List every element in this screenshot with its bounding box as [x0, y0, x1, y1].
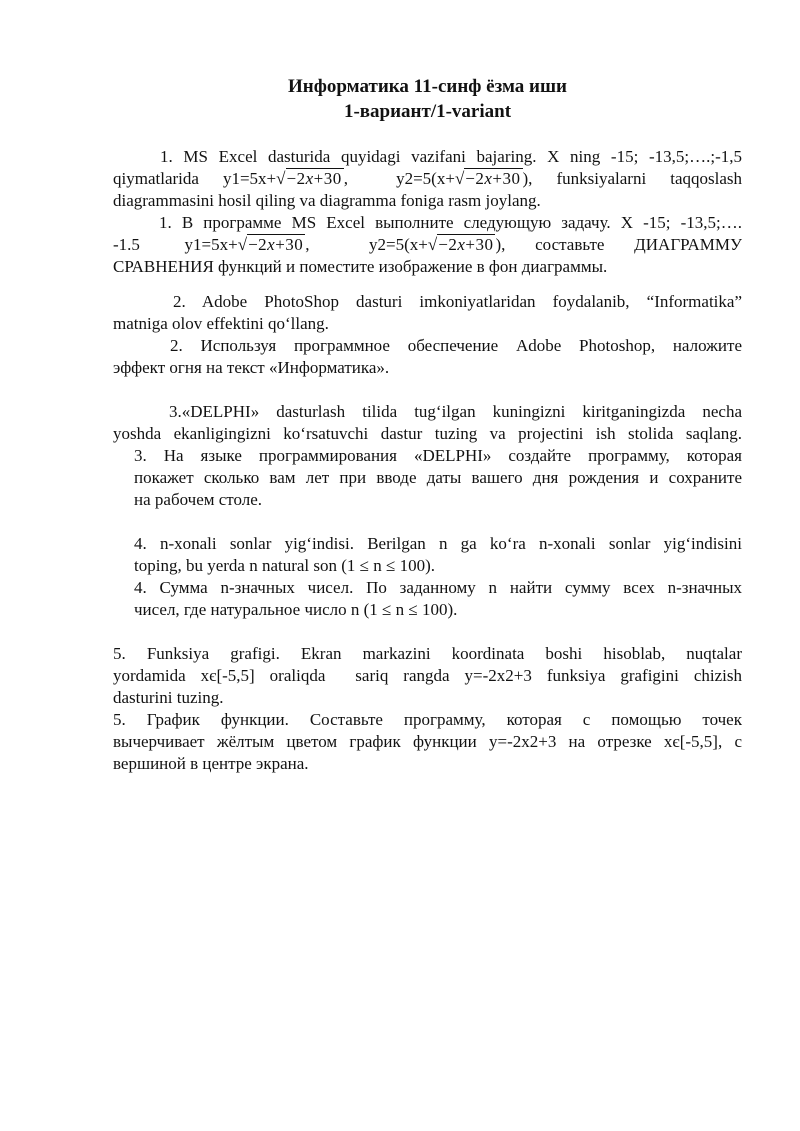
paragraph-task4-uz — [113, 533, 742, 577]
document-header — [113, 74, 742, 124]
text-line: dasturini tuzing. — [113, 688, 224, 707]
text-line: эффект огня на текст «Информатика». — [113, 358, 390, 377]
text-line: 5. Funksiya grafigi. Ekran markazini koordinata boshi hisoblab, nuqtalar — [113, 644, 742, 663]
text-line: diagrammasini hosil qiling va diagramma foniga rasm joylang. — [113, 191, 541, 210]
text-line: 4. Сумма n-значных чисел. По заданному n найти сумму всех n-значных — [134, 578, 742, 597]
document-title: Информатика 11-синф ёзма иши — [288, 76, 567, 97]
text-line: покажет сколько вам лет при вводе даты вашего дня рождения и сохраните — [134, 468, 742, 487]
text-line: matniga olov effektini qo‘llang. — [113, 314, 329, 333]
text-line: 3.«DELPHI» dasturlash tilida tug‘ilgan kuningizni kiritganingizda necha — [169, 402, 742, 421]
text-line: СРАВНЕНИЯ функций и поместите изображение в фон диаграммы. — [113, 257, 608, 276]
text-line: 1. MS Excel dasturida quyidagi vazifani bajaring. X ning -15; -13,5;….;-1,5 — [160, 147, 742, 166]
text-line: 2. Используя программное обеспечение Adobe Photoshop, наложите — [170, 336, 742, 355]
text-line: yoshda ekanligingizni ko‘rsatuvchi dastur tuzing va projectini ish stolida saqlang. — [113, 424, 742, 443]
paragraph-task3-ru — [113, 445, 742, 511]
sqrt-radical: √−2x+30 — [237, 235, 304, 254]
text-line: toping, bu yerda n natural son (1 ≤ n ≤ 100). — [134, 556, 435, 575]
text-line: 3. На языке программирования «DELPHI» создайте программу, которая — [134, 446, 742, 465]
text-line: 2. Adobe PhotoShop dasturi imkoniyatlaridan foydalanib, “Informatika” — [173, 292, 742, 311]
paragraph-task2-uz — [113, 291, 742, 335]
text-line: yordamida xє[-5,5] oraliqda sariq rangda y=-2x2+3 funksiya grafigini chizish — [113, 666, 742, 685]
paragraph-task3-uz — [113, 401, 742, 445]
paragraph-task2-ru — [113, 335, 742, 379]
text-line: вершиной в центре экрана. — [113, 754, 309, 773]
paragraph-task4-ru — [113, 577, 742, 621]
sqrt-radical: √−2x+30 — [454, 169, 521, 188]
text-line: -1.5 y1=5x+√−2x+30 , y2=5(x+√−2x+30 ), составьте ДИАГРАММУ — [113, 235, 742, 254]
text-line: 5. График функции. Составьте программу, которая с помощью точек — [113, 710, 742, 729]
text-line: 4. n-xonali sonlar yig‘indisi. Berilgan n ga ko‘ra n-xonali sonlar yig‘indisini — [134, 534, 742, 553]
text-line: 1. В программе MS Excel выполните следующую задачу. X -15; -13,5;…. — [159, 213, 742, 232]
document-body — [113, 146, 742, 775]
sqrt-radical: √−2x+30 — [427, 235, 494, 254]
paragraph-task1-uz — [113, 146, 742, 212]
document-subtitle: 1-вариант/1-variant — [343, 101, 512, 122]
text-line: на рабочем столе. — [134, 490, 263, 509]
paragraph-task5-ru — [113, 709, 742, 775]
text-line: чисел, где натуральное число n (1 ≤ n ≤ 100). — [134, 600, 458, 619]
paragraph-task5-uz — [113, 643, 742, 709]
paragraph-task1-ru — [113, 212, 742, 278]
text-line: qiymatlarida y1=5x+√−2x+30 , y2=5(x+√−2x+30 ), funksiyalarni taqqoslash — [113, 169, 742, 188]
sqrt-radical: √−2x+30 — [276, 169, 342, 188]
text-line: вычерчивает жёлтым цветом график функции y=-2x2+3 на отрезке xє[-5,5], с — [113, 732, 742, 751]
